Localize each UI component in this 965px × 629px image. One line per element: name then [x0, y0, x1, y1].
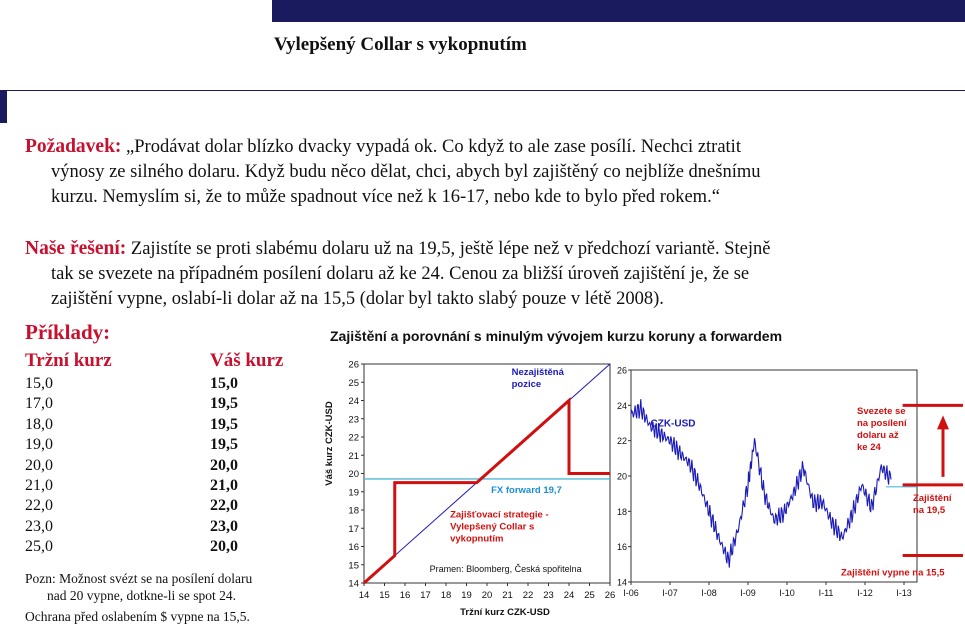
examples-your-value: 22,0: [210, 497, 238, 515]
x-tick-label: I-07: [662, 588, 678, 598]
examples-market-value: 17,0: [25, 395, 53, 413]
source-note: Pramen: Bloomberg, Česká spořitelna: [429, 564, 582, 575]
requirement-text-line-1: „Prodávat dolar blízko dvacky vypadá ok. Co když to ale zase posílí. Nechci ztratit: [126, 137, 741, 157]
x-tick-label: 14: [358, 590, 370, 601]
x-tick-label: 22: [522, 590, 534, 601]
y-tick-label: 15: [348, 560, 359, 572]
divider-line: [0, 90, 965, 91]
ride-annotation: Svezete se: [857, 406, 906, 418]
plot-area: [631, 370, 917, 582]
x-tick-label: 26: [604, 590, 616, 601]
x-tick-label: 17: [420, 590, 431, 601]
y-tick-label: 20: [348, 469, 359, 480]
y-tick-label: 18: [616, 506, 627, 517]
strategy-label: Zajišťovací strategie -: [450, 509, 549, 521]
top-banner: [272, 0, 965, 22]
divider-marker: [0, 90, 7, 123]
solution-text-line-1: Zajistíte se proti slabému dolaru už na 19,5, ještě lépe než v předchozí variantě. Stejně: [130, 239, 771, 259]
y-tick-label: 14: [616, 577, 627, 588]
hedge-annotation: Zajištění: [913, 492, 952, 504]
ride-annotation: ke 24: [857, 442, 881, 454]
forward-label: FX forward 19,7: [491, 484, 562, 496]
note-1-line-2: nad 20 vypne, dotkne-li se spot 24.: [47, 588, 236, 603]
strategy-label: vykopnutím: [450, 533, 504, 545]
y-tick-label: 24: [348, 396, 359, 407]
x-tick-label: 21: [502, 590, 513, 601]
y-tick-label: 16: [348, 542, 359, 553]
knockout-annotation: Zajištění vypne na 15,5: [841, 567, 945, 579]
unhedged-label: Nezajištěná: [511, 366, 564, 378]
x-tick-label: 16: [399, 590, 411, 601]
unhedged-label: pozice: [511, 378, 542, 390]
examples-your-value: 15,0: [210, 375, 238, 392]
history-chart: [615, 362, 965, 620]
solution-paragraph: [25, 236, 950, 312]
x-tick-label: 25: [584, 590, 595, 601]
requirement-text-line-3: kurzu. Nemyslím si, že to může spadnout více než k 16-17, nebo kde to bylo před rokem.“: [51, 187, 720, 207]
y-tick-label: 18: [348, 505, 359, 517]
requirement-paragraph: [25, 134, 950, 210]
ride-annotation: na posílení: [857, 418, 907, 430]
y-tick-label: 22: [616, 436, 627, 447]
y-tick-label: 24: [616, 400, 627, 411]
strategy-label: Vylepšený Collar s: [450, 521, 535, 533]
y-tick-label: 16: [616, 542, 627, 553]
y-tick-label: 23: [348, 414, 359, 426]
examples-your-value: 23,0: [210, 517, 238, 535]
requirement-label: Požadavek:: [25, 136, 122, 157]
x-tick-label: 23: [543, 590, 554, 601]
x-tick-label: 15: [379, 590, 390, 601]
examples-your-value: 19,5: [210, 436, 238, 454]
x-tick-label: I-09: [740, 588, 756, 598]
examples-market-value: 23,0: [25, 517, 53, 535]
y-tick-label: 17: [348, 523, 359, 535]
x-tick-label: I-10: [779, 588, 795, 598]
x-tick-label: 20: [481, 590, 493, 601]
examples-your-value: 19,5: [210, 395, 238, 413]
note-1-line-1: Pozn: Možnost svézt se na posílení dolaru: [25, 571, 253, 586]
requirement-text-line-2: výnosy ze silného dolaru. Když budu něco dělat, chci, abych byl zajištěný co nejblíže dnešnímu: [51, 162, 761, 182]
x-tick-label: I-13: [896, 588, 912, 598]
x-tick-label: 19: [461, 590, 472, 601]
examples-your-value: 19,5: [210, 415, 238, 433]
solution-label: Naše řešení:: [25, 238, 127, 259]
solution-text-line-3: zajištění vypne, oslabí-li dolar až na 15,5 (dolar byl takto slabý pouze v létě 2008).: [51, 289, 664, 309]
examples-your-value: 21,0: [210, 477, 238, 494]
note-2: Ochrana před oslabením $ vypne na 15,5.: [25, 609, 250, 624]
slide-title: Vylepšený Collar s vykopnutím: [274, 34, 527, 55]
x-tick-label: I-11: [818, 588, 834, 598]
y-tick-label: 22: [348, 432, 359, 444]
examples-col-market: Tržní kurz: [25, 350, 112, 371]
series-label: CZK-USD: [650, 418, 696, 430]
examples-market-value: 15,0: [25, 375, 53, 392]
y-tick-label: 25: [348, 377, 359, 389]
examples-market-value: 21,0: [25, 477, 53, 494]
chart-title: Zajištění a porovnání s minulým vývojem kurzu koruny a forwardem: [330, 328, 783, 344]
examples-market-value: 18,0: [25, 415, 53, 433]
examples-heading: Příklady:: [25, 320, 111, 344]
x-tick-label: I-06: [623, 588, 639, 598]
examples-your-value: 20,0: [210, 538, 238, 556]
x-tick-label: I-12: [857, 588, 873, 598]
ride-arrow-head: [937, 415, 949, 429]
examples-your-value: 20,0: [210, 456, 238, 474]
y-tick-label: 14: [348, 578, 359, 590]
y-tick-label: 26: [348, 359, 359, 371]
x-tick-label: I-08: [701, 588, 717, 598]
examples-market-value: 22,0: [25, 497, 53, 515]
y-axis-label: Váš kurz CZK-USD: [324, 401, 335, 486]
x-axis-label: Tržní kurz CZK-USD: [460, 607, 550, 618]
y-tick-label: 21: [348, 450, 359, 462]
solution-text-line-2: tak se svezete na případném posílení dolaru až ke 24. Cenou za bližší úroveň zajištění je, že se: [51, 264, 750, 284]
y-tick-label: 20: [616, 471, 627, 482]
y-tick-label: 19: [348, 487, 359, 499]
y-tick-label: 26: [616, 365, 627, 376]
examples-col-your-rate: Váš kurz: [210, 350, 284, 371]
hedge-annotation: na 19,5: [913, 504, 946, 516]
examples-market-value: 19,0: [25, 436, 53, 454]
x-tick-label: 24: [563, 590, 575, 601]
x-tick-label: 18: [440, 590, 452, 601]
ride-annotation: dolaru až: [857, 430, 899, 442]
note-1: [25, 570, 252, 604]
examples-market-value: 20,0: [25, 456, 53, 474]
payoff-chart: [318, 350, 620, 626]
examples-market-value: 25,0: [25, 538, 53, 556]
